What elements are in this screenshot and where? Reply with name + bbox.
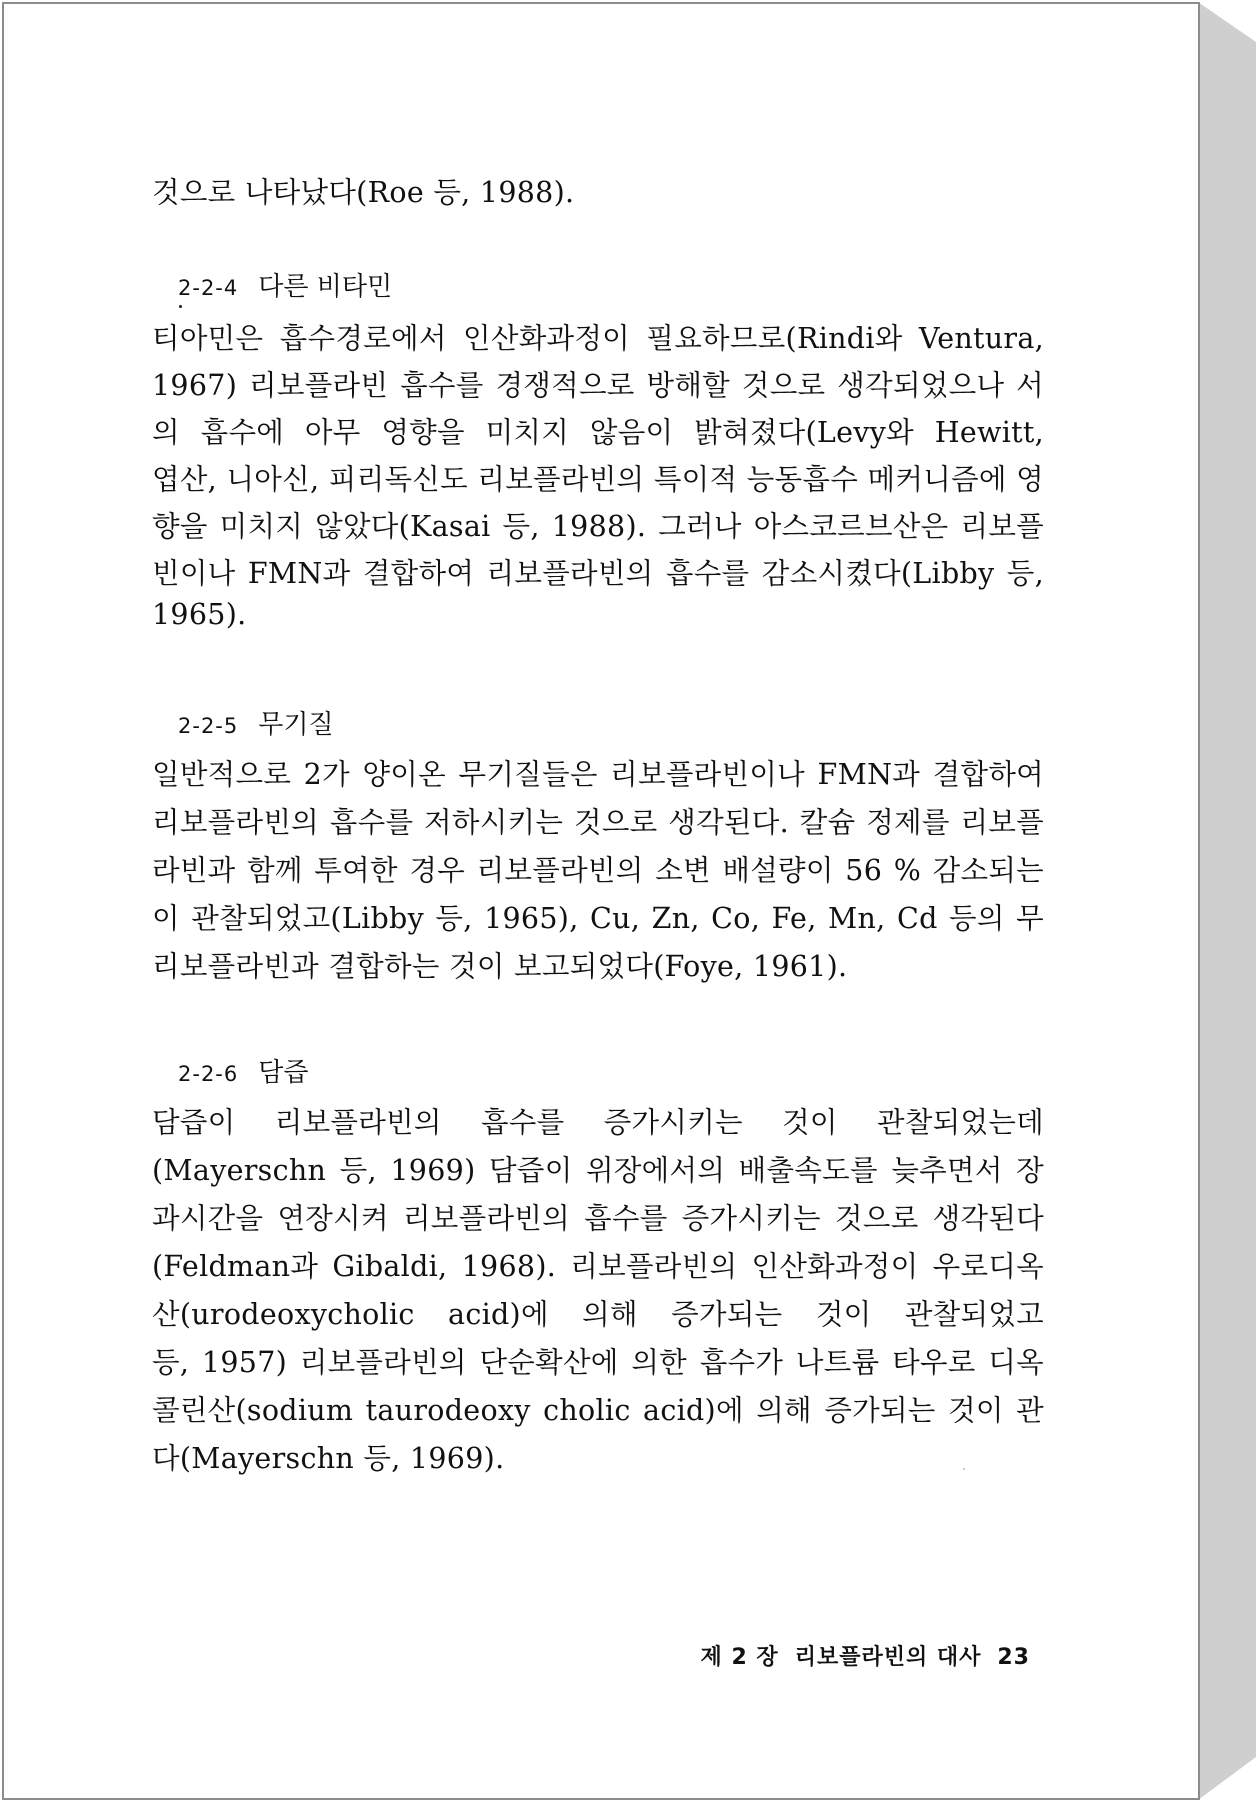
section-title: 무기질	[258, 710, 334, 740]
text-line: 이 관찰되었고(Libby 등, 1965), Cu, Zn, Co, Fe, Mn, Cd 등의 무	[152, 902, 1044, 935]
text-line: 산(urodeoxycholic acid)에 의해 증가되는 것이 관찰되었고	[152, 1298, 1044, 1331]
section-title: 담즙	[258, 1058, 309, 1088]
text-line: 콜린산(sodium taurodeoxy cholic acid)에 의해 증가되는 것이 관	[152, 1394, 1044, 1427]
text-line: 일반적으로 2가 양이온 무기질들은 리보플라빈이나 FMN과 결합하여	[152, 758, 1044, 791]
text-line: 담즙이 리보플라빈의 흡수를 증가시키는 것이 관찰되었는데	[152, 1106, 1044, 1139]
section-number: 2-2-6	[178, 1062, 239, 1086]
text-line: (Mayerschn 등, 1969) 담즙이 위장에서의 배출속도를 늦추면서 장	[152, 1154, 1044, 1187]
text-line: 등, 1957) 리보플라빈의 단순확산에 의한 흡수가 나트륨 타우로 디옥	[152, 1346, 1044, 1379]
page-footer	[701, 1640, 1030, 1671]
text-line: 라빈과 함께 투여한 경우 리보플라빈의 소변 배설량이 56 % 감소되는	[152, 854, 1044, 887]
text-line: 의 흡수에 아무 영향을 미치지 않음이 밝혀졌다(Levy와 Hewitt,	[152, 416, 1044, 449]
text-line: 과시간을 연장시켜 리보플라빈의 흡수를 증가시키는 것으로 생각된다	[152, 1202, 1044, 1235]
text-line: 다(Mayerschn 등, 1969).	[152, 1442, 505, 1475]
section-heading-2-2-5	[178, 704, 334, 741]
footer-chapter: 제 2 장	[700, 1645, 779, 1670]
text-line: 리보플라빈의 흡수를 저하시키는 것으로 생각된다. 칼슘 정제를 리보플	[152, 806, 1044, 839]
text-line: (Feldman과 Gibaldi, 1968). 리보플라빈의 인산화과정이 우로디옥	[152, 1250, 1044, 1283]
section-heading-2-2-4	[178, 266, 392, 303]
section-title: 다른 비타민	[258, 272, 393, 302]
text-line: 것으로 나타났다(Roe 등, 1988).	[152, 176, 575, 209]
print-speck	[179, 305, 182, 308]
page-stack-edge	[1198, 2, 1256, 1800]
text-line: 1965).	[152, 598, 247, 631]
section-number: 2-2-5	[178, 714, 239, 738]
footer-title: 리보플라빈의 대사	[794, 1645, 982, 1670]
section-number: 2-2-4	[178, 276, 239, 300]
section-heading-2-2-6	[178, 1052, 308, 1089]
text-line: 엽산, 니아신, 피리독신도 리보플라빈의 특이적 능동흡수 메커니즘에 영	[152, 463, 1044, 496]
text-line: 향을 미치지 않았다(Kasai 등, 1988). 그러나 아스코르브산은 리보플	[152, 510, 1044, 543]
text-line: 리보플라빈과 결합하는 것이 보고되었다(Foye, 1961).	[152, 950, 848, 983]
text-line: 티아민은 흡수경로에서 인산화과정이 필요하므로(Rindi와 Ventura,	[152, 322, 1044, 355]
text-line: 빈이나 FMN과 결합하여 리보플라빈의 흡수를 감소시켰다(Libby 등,	[152, 557, 1044, 590]
print-speck	[963, 1468, 965, 1470]
text-line: 1967) 리보플라빈 흡수를 경쟁적으로 방해할 것으로 생각되었으나 서	[152, 369, 1044, 402]
page-number: 23	[997, 1645, 1030, 1670]
